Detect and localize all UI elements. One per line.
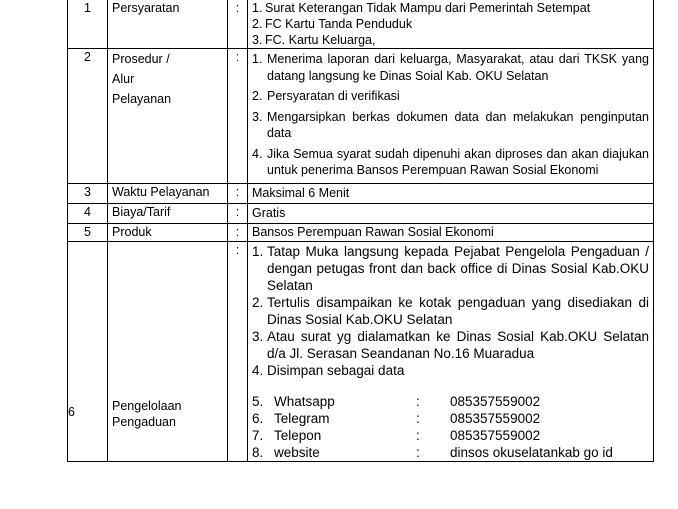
contact-row-website: 8. website : dinsos okuselatankab go id <box>252 444 613 460</box>
row-colon: : <box>228 49 248 184</box>
list-item: 1. Tatap Muka langsung kepada Pejabat Pengelola Pengaduan / dengan petugas front dan back office di Dinas Sosial Kab.OKU Selatan <box>252 243 649 293</box>
row-label: Produk <box>108 223 228 241</box>
contact-row-telegram: 6. Telegram : 085357559002 <box>252 410 541 426</box>
row-label: Waktu Pelayanan <box>108 183 228 203</box>
list-item: 1. Menerima laporan dari keluarga, Masyarakat, atau dari TKSK yang datang langsung ke Dinas Soial Kab. OKU Selatan <box>252 52 649 83</box>
list-item: 3. FC. Kartu Keluarga, <box>252 33 376 47</box>
list-item: 2. FC Kartu Tanda Penduduk <box>252 17 413 31</box>
list-item: 3. Mengarsipkan berkas dokumen data dan melakukan penginputan data <box>252 109 649 140</box>
table-row-pengaduan <box>68 241 654 461</box>
table-row-waktu <box>68 183 654 203</box>
row-number: 3 <box>68 183 108 203</box>
row-colon: : <box>228 203 248 223</box>
row-colon: : <box>228 241 248 461</box>
row-colon: : <box>228 223 248 241</box>
row-number: 2 <box>68 49 108 184</box>
list-item: 3. Atau surat yg dialamatkan ke Dinas Sosial Kab.OKU Selatan d/a Jl. Serasan Seandanan No.16 Muaradua <box>252 328 649 361</box>
row-colon: : <box>228 0 248 49</box>
table-row-produk <box>68 223 654 241</box>
table-row-persyaratan <box>68 0 654 49</box>
list-item: 1. Surat Keterangan Tidak Mampu dari Pemerintah Setempat <box>252 1 591 15</box>
row-label: Pengelolaan Pengaduan <box>108 241 228 461</box>
row-label: Biaya/Tarif <box>108 203 228 223</box>
row-value <box>248 241 654 461</box>
row-value: Bansos Perempuan Rawan Sosial Ekonomi <box>248 223 654 241</box>
contact-row-whatsapp: 5. Whatsapp : 085357559002 <box>252 393 541 409</box>
list-item: 2. Persyaratan di verifikasi <box>252 89 400 103</box>
contact-row-telepon: 7. Telepon : 085357559002 <box>252 427 541 443</box>
row-label: Prosedur / Alur Pelayanan <box>108 49 228 184</box>
row-number: 4 <box>68 203 108 223</box>
table-row-biaya <box>68 203 654 223</box>
list-item: 4. Jika Semua syarat sudah dipenuhi akan diproses dan akan diajukan untuk penerima Bansos Perempuan Rawan Sosial Ekonomi <box>252 146 649 177</box>
row-value: Gratis <box>248 203 654 223</box>
row-number: 6 <box>68 241 108 461</box>
list-item: 2. Tertulis disampaikan ke kotak pengaduan yang disediakan di Dinas Sosial Kab.OKU Selatan <box>252 294 649 327</box>
row-number: 5 <box>68 223 108 241</box>
row-value <box>248 49 654 184</box>
row-value <box>248 0 654 49</box>
row-label: Persyaratan <box>108 0 228 49</box>
row-colon: : <box>228 183 248 203</box>
row-number: 1 <box>68 0 108 49</box>
row-value: Maksimal 6 Menit <box>248 183 654 203</box>
list-item: 4. Disimpan sebagai data <box>252 362 405 378</box>
service-standard-table <box>67 0 654 462</box>
table-row-prosedur <box>68 49 654 184</box>
